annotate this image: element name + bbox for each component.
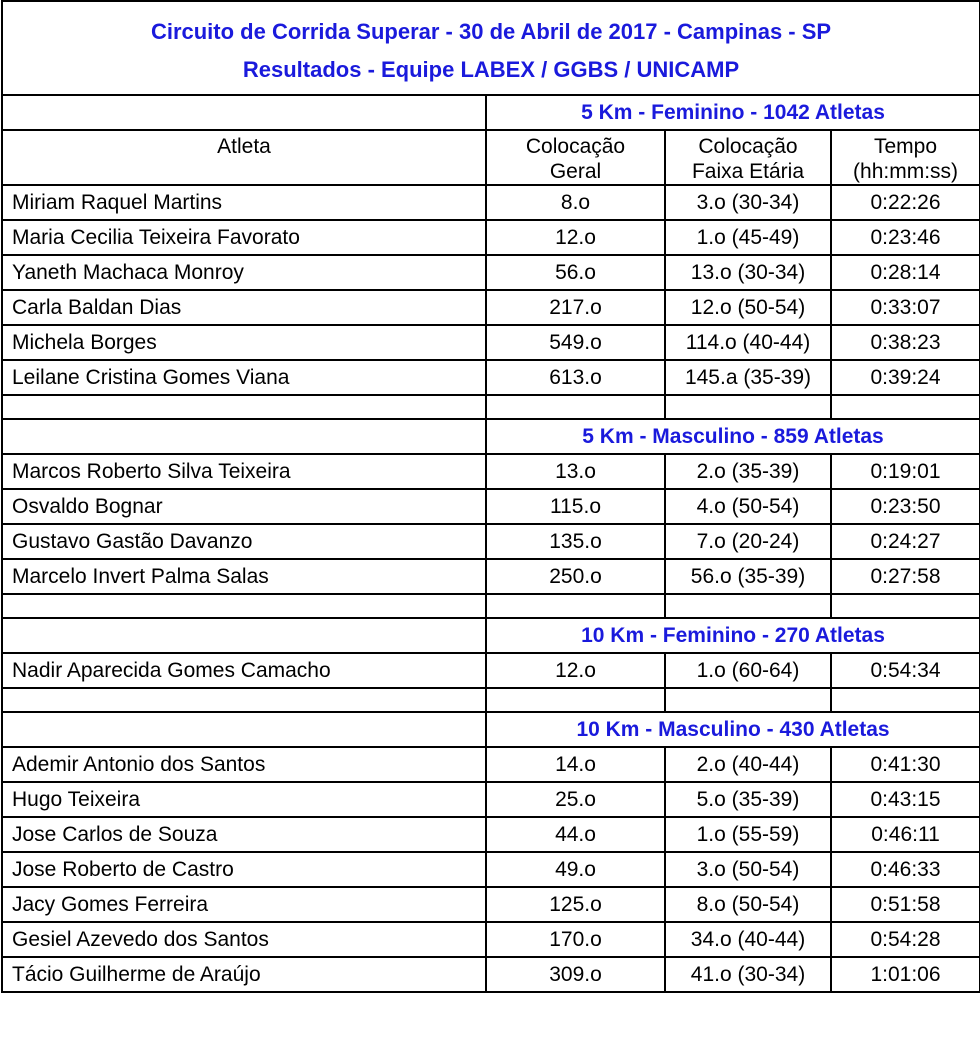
- table-row: [2, 653, 980, 688]
- finish-time: 0:23:50: [831, 489, 980, 524]
- age-group-position: 2.o (35-39): [665, 454, 831, 489]
- table-row: [2, 747, 980, 782]
- table-row: [2, 489, 980, 524]
- finish-time: 0:33:07: [831, 290, 980, 325]
- column-header-overall: [486, 130, 665, 185]
- column-header-overall-line: Geral: [549, 160, 602, 183]
- athlete-name: Gustavo Gastão Davanzo: [2, 524, 486, 559]
- athlete-name: Tácio Guilherme de Araújo: [2, 957, 486, 992]
- section-heading-row: [2, 618, 980, 653]
- athlete-name: Marcos Roberto Silva Teixeira: [2, 454, 486, 489]
- age-group-position: 1.o (55-59): [665, 817, 831, 852]
- overall-position: 8.o: [486, 185, 665, 220]
- age-group-position: 8.o (50-54): [665, 887, 831, 922]
- overall-position: 13.o: [486, 454, 665, 489]
- overall-position: 56.o: [486, 255, 665, 290]
- athlete-name: Leilane Cristina Gomes Viana: [2, 360, 486, 395]
- athlete-name: Jose Carlos de Souza: [2, 817, 486, 852]
- empty-cell: [486, 688, 665, 712]
- age-group-position: 145.a (35-39): [665, 360, 831, 395]
- age-group-position: 4.o (50-54): [665, 489, 831, 524]
- spacer-row: [2, 688, 980, 712]
- finish-time: 0:38:23: [831, 325, 980, 360]
- table-row: [2, 852, 980, 887]
- column-header-age-group-line: Colocação: [698, 135, 798, 158]
- athlete-name: Michela Borges: [2, 325, 486, 360]
- finish-time: 0:51:58: [831, 887, 980, 922]
- section-heading-row: [2, 95, 980, 130]
- empty-cell: [2, 688, 486, 712]
- overall-position: 217.o: [486, 290, 665, 325]
- overall-position: 549.o: [486, 325, 665, 360]
- age-group-position: 1.o (60-64): [665, 653, 831, 688]
- athlete-name: Carla Baldan Dias: [2, 290, 486, 325]
- empty-cell: [2, 419, 486, 454]
- empty-cell: [486, 395, 665, 419]
- table-row: [2, 782, 980, 817]
- section-heading: 5 Km - Masculino - 859 Atletas: [486, 419, 980, 454]
- column-header-age-group: [665, 130, 831, 185]
- athlete-name: Miriam Raquel Martins: [2, 185, 486, 220]
- overall-position: 44.o: [486, 817, 665, 852]
- finish-time: 0:54:34: [831, 653, 980, 688]
- table-row: [2, 220, 980, 255]
- table-row: [2, 185, 980, 220]
- athlete-name: Marcelo Invert Palma Salas: [2, 559, 486, 594]
- overall-position: 613.o: [486, 360, 665, 395]
- results-table: [1, 0, 980, 993]
- section-heading: 10 Km - Masculino - 430 Atletas: [486, 712, 980, 747]
- overall-position: 135.o: [486, 524, 665, 559]
- table-row: [2, 454, 980, 489]
- column-header-time-line: Tempo: [874, 135, 938, 158]
- empty-cell: [831, 395, 980, 419]
- overall-position: 12.o: [486, 220, 665, 255]
- spacer-row: [2, 594, 980, 618]
- empty-cell: [2, 395, 486, 419]
- empty-cell: [2, 712, 486, 747]
- age-group-position: 7.o (20-24): [665, 524, 831, 559]
- finish-time: 0:24:27: [831, 524, 980, 559]
- column-header-time-line: (hh:mm:ss): [853, 160, 959, 183]
- finish-time: 0:27:58: [831, 559, 980, 594]
- finish-time: 1:01:06: [831, 957, 980, 992]
- age-group-position: 13.o (30-34): [665, 255, 831, 290]
- age-group-position: 3.o (30-34): [665, 185, 831, 220]
- empty-cell: [665, 594, 831, 618]
- age-group-position: 41.o (30-34): [665, 957, 831, 992]
- finish-time: 0:23:46: [831, 220, 980, 255]
- finish-time: 0:43:15: [831, 782, 980, 817]
- section-heading-row: [2, 712, 980, 747]
- athlete-name: Jacy Gomes Ferreira: [2, 887, 486, 922]
- spacer-row: [2, 395, 980, 419]
- finish-time: 0:28:14: [831, 255, 980, 290]
- table-row: [2, 887, 980, 922]
- column-header-time: [831, 130, 980, 185]
- empty-cell: [2, 95, 486, 130]
- overall-position: 25.o: [486, 782, 665, 817]
- column-header-athlete: Atleta: [2, 130, 486, 185]
- finish-time: 0:19:01: [831, 454, 980, 489]
- finish-time: 0:54:28: [831, 922, 980, 957]
- table-row: [2, 325, 980, 360]
- overall-position: 125.o: [486, 887, 665, 922]
- athlete-name: Gesiel Azevedo dos Santos: [2, 922, 486, 957]
- table-row: [2, 360, 980, 395]
- athlete-name: Ademir Antonio dos Santos: [2, 747, 486, 782]
- finish-time: 0:41:30: [831, 747, 980, 782]
- table-row: [2, 817, 980, 852]
- age-group-position: 56.o (35-39): [665, 559, 831, 594]
- empty-cell: [2, 618, 486, 653]
- empty-cell: [831, 688, 980, 712]
- overall-position: 14.o: [486, 747, 665, 782]
- empty-cell: [831, 594, 980, 618]
- age-group-position: 1.o (45-49): [665, 220, 831, 255]
- table-row: [2, 922, 980, 957]
- column-header-age-group-line: Faixa Etária: [691, 160, 805, 183]
- overall-position: 12.o: [486, 653, 665, 688]
- empty-cell: [486, 594, 665, 618]
- table-row: [2, 524, 980, 559]
- section-heading: 5 Km - Feminino - 1042 Atletas: [486, 95, 980, 130]
- title-cell: [2, 1, 980, 95]
- athlete-name: Jose Roberto de Castro: [2, 852, 486, 887]
- column-header-row: [2, 130, 980, 185]
- finish-time: 0:46:11: [831, 817, 980, 852]
- age-group-position: 2.o (40-44): [665, 747, 831, 782]
- table-row: [2, 957, 980, 992]
- section-heading: 10 Km - Feminino - 270 Atletas: [486, 618, 980, 653]
- age-group-position: 12.o (50-54): [665, 290, 831, 325]
- column-header-overall-line: Colocação: [525, 135, 626, 158]
- table-row: [2, 559, 980, 594]
- athlete-name: Hugo Teixeira: [2, 782, 486, 817]
- overall-position: 309.o: [486, 957, 665, 992]
- age-group-position: 34.o (40-44): [665, 922, 831, 957]
- age-group-position: 114.o (40-44): [665, 325, 831, 360]
- empty-cell: [665, 688, 831, 712]
- athlete-name: Nadir Aparecida Gomes Camacho: [2, 653, 486, 688]
- age-group-position: 5.o (35-39): [665, 782, 831, 817]
- table-row: [2, 290, 980, 325]
- results-table-body: [2, 1, 980, 992]
- age-group-position: 3.o (50-54): [665, 852, 831, 887]
- overall-position: 250.o: [486, 559, 665, 594]
- empty-cell: [665, 395, 831, 419]
- athlete-name: Osvaldo Bognar: [2, 489, 486, 524]
- overall-position: 115.o: [486, 489, 665, 524]
- empty-cell: [2, 594, 486, 618]
- table-row: [2, 255, 980, 290]
- athlete-name: Maria Cecilia Teixeira Favorato: [2, 220, 486, 255]
- event-title: Circuito de Corrida Superar - 30 de Abril de 2017 - Campinas - SP: [150, 18, 832, 44]
- overall-position: 170.o: [486, 922, 665, 957]
- title-row: [2, 1, 980, 95]
- finish-time: 0:22:26: [831, 185, 980, 220]
- finish-time: 0:39:24: [831, 360, 980, 395]
- section-heading-row: [2, 419, 980, 454]
- overall-position: 49.o: [486, 852, 665, 887]
- results-subtitle: Resultados - Equipe LABEX / GGBS / UNICAMP: [242, 56, 740, 82]
- finish-time: 0:46:33: [831, 852, 980, 887]
- athlete-name: Yaneth Machaca Monroy: [2, 255, 486, 290]
